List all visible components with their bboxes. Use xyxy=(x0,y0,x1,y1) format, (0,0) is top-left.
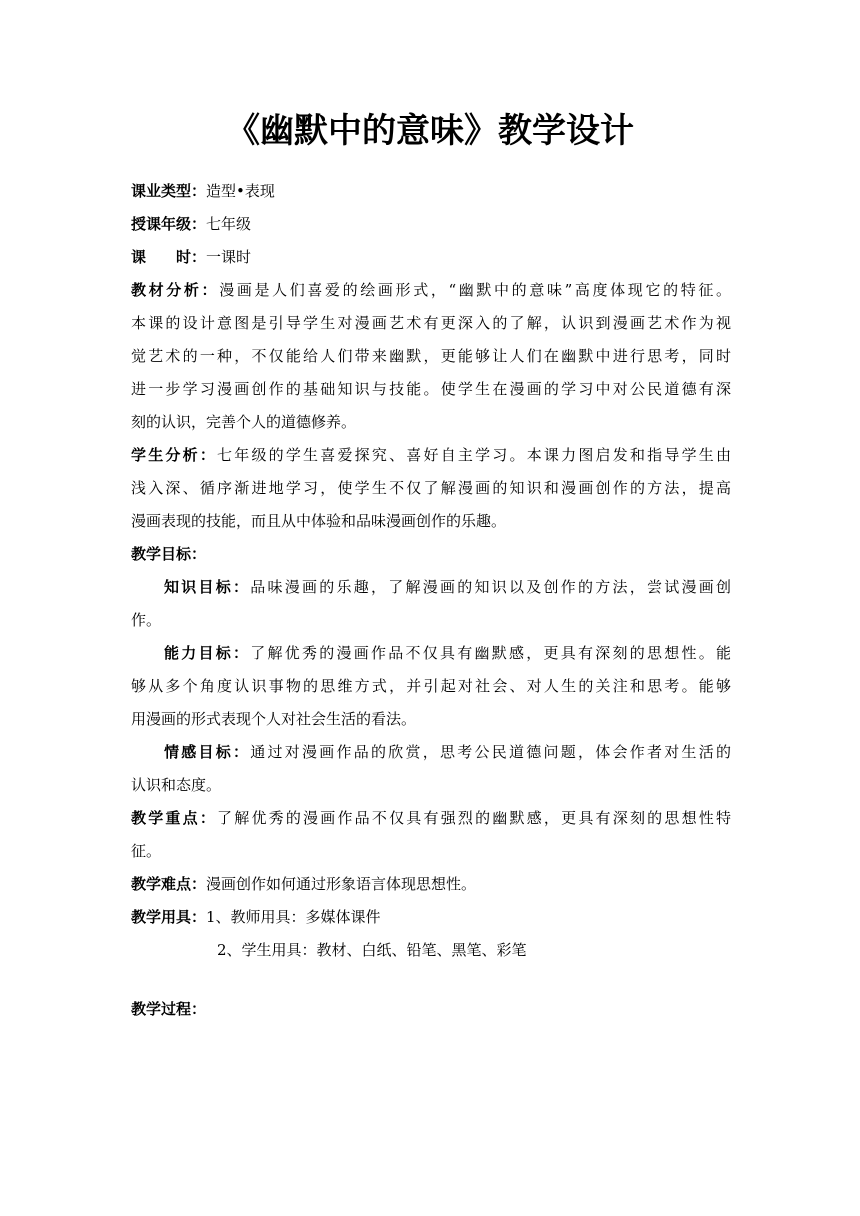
ability-goal-text: 了解优秀的漫画作品不仅具有幽默感，更具有深刻的思想性。能 xyxy=(250,644,731,662)
student-line: 浅入深、循序渐进地学习，使学生不仅了解漫画的知识和漫画创作的方法，提高 xyxy=(131,479,731,497)
tools-line xyxy=(131,901,731,934)
difficulty-text: 漫画创作如何通过形象语言体现思想性。 xyxy=(206,875,477,893)
period-line xyxy=(131,241,731,274)
student-line: 漫画表现的技能，而且从中体验和品味漫画创作的乐趣。 xyxy=(131,512,507,530)
material-line: 本课的设计意图是引导学生对漫画艺术有更深入的了解，认识到漫画艺术作为视 xyxy=(131,314,731,332)
course-type-line xyxy=(131,175,731,208)
student-text: 七年级的学生喜爱探究、喜好自主学习。本课力图启发和指导学生由 xyxy=(217,446,731,464)
emotion-goal-label: 情感目标： xyxy=(164,743,251,761)
key-point-line: 征。 xyxy=(131,842,162,860)
difficulty-label: 教学难点： xyxy=(131,875,207,893)
grade-value: 七年级 xyxy=(206,215,252,233)
grade-label: 授课年级： xyxy=(131,215,207,233)
student-line xyxy=(131,439,731,472)
spacer xyxy=(131,967,731,993)
tools-label: 教学用具： xyxy=(131,908,207,926)
grade-line xyxy=(131,208,731,241)
ability-goal-line: 用漫画的形式表现个人对社会生活的看法。 xyxy=(131,710,417,728)
emotion-goal-line: 认识和态度。 xyxy=(131,776,222,794)
emotion-goal-text: 通过对漫画作品的欣赏，思考公民道德问题，体会作者对生活的 xyxy=(250,743,731,761)
ability-goal-label: 能力目标： xyxy=(164,644,251,662)
knowledge-goal-line: 作。 xyxy=(131,611,162,629)
emotion-goal-line xyxy=(131,736,731,769)
material-line: 觉艺术的一种，不仅能给人们带来幽默，更能够让人们在幽默中进行思考，同时 xyxy=(131,347,731,365)
student-label: 学生分析： xyxy=(131,446,218,464)
ability-goal-line: 够从多个角度认识事物的思维方式，并引起对社会、对人生的关注和思考。能够 xyxy=(131,677,731,695)
period-value: 一课时 xyxy=(206,248,252,266)
goals-heading: 教学目标： xyxy=(131,545,207,563)
material-line: 刻的认识，完善个人的道德修养。 xyxy=(131,413,357,431)
tools-item-teacher: 1、教师用具：多媒体课件 xyxy=(206,908,381,926)
knowledge-goal-label: 知识目标： xyxy=(164,578,251,596)
knowledge-goal-line xyxy=(131,571,731,604)
material-text: 漫画是人们喜爱的绘画形式，“幽默中的意味”高度体现它的特征。 xyxy=(219,281,731,299)
key-point-label: 教学重点： xyxy=(131,809,218,827)
course-type-value: 造型•表现 xyxy=(206,182,275,200)
material-label: 教材分析： xyxy=(131,281,220,299)
course-type-label: 课业类型： xyxy=(131,182,207,200)
material-line: 进一步学习漫画创作的基础知识与技能。使学生在漫画的学习中对公民道德有深 xyxy=(131,380,731,398)
key-point-text: 了解优秀的漫画作品不仅具有强烈的幽默感，更具有深刻的思想性特 xyxy=(217,809,731,827)
document-title: 《幽默中的意味》教学设计 xyxy=(226,111,634,151)
difficulty-line xyxy=(131,868,731,901)
document-body xyxy=(131,175,731,1026)
material-line xyxy=(131,274,731,307)
key-point-line xyxy=(131,802,731,835)
process-heading: 教学过程： xyxy=(131,1000,207,1018)
ability-goal-line xyxy=(131,637,731,670)
tools-item-student: 2、学生用具：教材、白纸、铅笔、黑笔、彩笔 xyxy=(217,941,527,959)
knowledge-goal-text: 品味漫画的乐趣，了解漫画的知识以及创作的方法，尝试漫画创 xyxy=(250,578,731,596)
period-label: 课 时： xyxy=(131,248,207,266)
